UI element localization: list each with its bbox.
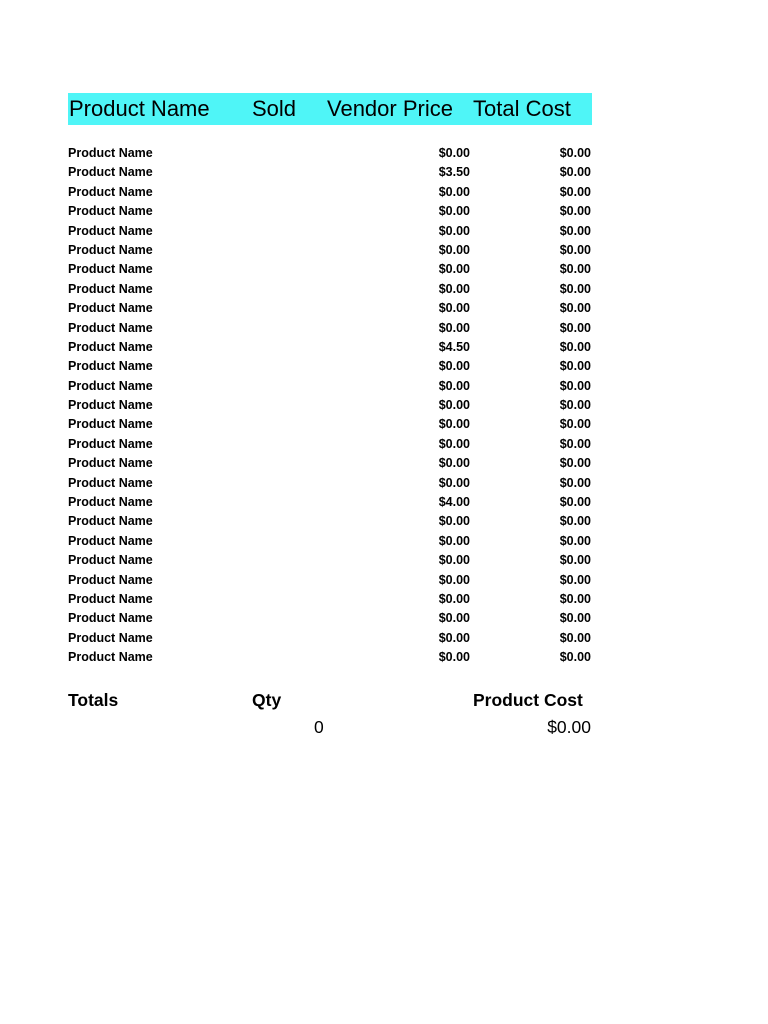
table-row <box>68 222 592 241</box>
total-cost-cell: $0.00 <box>559 320 591 335</box>
table-row <box>68 571 592 590</box>
table-row <box>68 280 592 299</box>
total-cost-cell: $0.00 <box>559 475 591 490</box>
total-cost-cell: $0.00 <box>559 146 591 160</box>
table-row <box>68 183 592 202</box>
vendor-price-cell: $0.00 <box>438 650 470 665</box>
vendor-price-cell: $4.50 <box>438 339 470 354</box>
product-name-cell: Product Name <box>68 630 153 645</box>
header-product-name: Product Name <box>69 96 210 121</box>
table-row <box>68 163 592 182</box>
total-cost-cell: $0.00 <box>559 281 591 296</box>
table-row <box>68 299 592 318</box>
table-row <box>68 396 592 415</box>
header-total-cost: Total Cost <box>473 96 571 121</box>
table-row <box>68 319 592 338</box>
product-name-cell: Product Name <box>68 436 153 451</box>
total-cost-cell: $0.00 <box>559 184 591 199</box>
product-name-cell: Product Name <box>68 553 153 568</box>
vendor-price-cell: $0.00 <box>438 591 470 606</box>
table-row <box>68 493 592 512</box>
table-row <box>68 357 592 376</box>
total-cost-cell: $0.00 <box>559 514 591 529</box>
vendor-price-cell: $0.00 <box>438 398 470 413</box>
table-row <box>68 338 592 357</box>
table-row <box>68 435 592 454</box>
product-name-cell: Product Name <box>68 242 153 257</box>
table-row <box>68 474 592 493</box>
total-cost-cell: $0.00 <box>559 456 591 471</box>
table-row <box>68 512 592 531</box>
total-cost-cell: $0.00 <box>559 398 591 413</box>
table-row <box>68 629 592 648</box>
vendor-price-cell: $0.00 <box>438 572 470 587</box>
vendor-price-cell: $0.00 <box>438 320 470 335</box>
product-name-cell: Product Name <box>68 533 153 548</box>
table-row <box>68 260 592 279</box>
vendor-price-cell: $0.00 <box>438 146 470 160</box>
table-row <box>68 241 592 260</box>
vendor-price-cell: $0.00 <box>438 378 470 393</box>
product-name-cell: Product Name <box>68 204 153 219</box>
total-cost-cell: $0.00 <box>559 262 591 277</box>
total-cost-cell: $0.00 <box>559 223 591 238</box>
header-row <box>68 93 592 125</box>
product-name-cell: Product Name <box>68 378 153 393</box>
product-name-cell: Product Name <box>68 165 153 180</box>
header-sold: Sold <box>252 96 297 121</box>
total-cost-cell: $0.00 <box>559 378 591 393</box>
table-row <box>68 648 592 667</box>
total-cost-cell: $0.00 <box>559 359 591 374</box>
vendor-price-cell: $0.00 <box>438 553 470 568</box>
product-name-cell: Product Name <box>68 339 153 354</box>
product-name-cell: Product Name <box>68 456 153 471</box>
product-name-cell: Product Name <box>68 591 153 606</box>
table-row <box>68 609 592 628</box>
total-cost-cell: $0.00 <box>559 339 591 354</box>
product-name-cell: Product Name <box>68 611 153 626</box>
table-row <box>68 454 592 473</box>
header-vendor-price: Vendor Price <box>327 96 453 121</box>
product-name-cell: Product Name <box>68 475 153 490</box>
product-name-cell: Product Name <box>68 650 153 665</box>
product-name-cell: Product Name <box>68 398 153 413</box>
table-row <box>68 415 592 434</box>
vendor-price-cell: $0.00 <box>438 475 470 490</box>
total-cost-cell: $0.00 <box>559 301 591 316</box>
vendor-price-cell: $0.00 <box>438 242 470 257</box>
table-row <box>68 202 592 221</box>
product-name-cell: Product Name <box>68 184 153 199</box>
product-table-body <box>68 144 592 668</box>
vendor-price-cell: $0.00 <box>438 611 470 626</box>
totals-label: Totals <box>68 690 119 710</box>
total-cost-cell: $0.00 <box>559 553 591 568</box>
product-name-cell: Product Name <box>68 359 153 374</box>
product-name-cell: Product Name <box>68 495 153 510</box>
product-name-cell: Product Name <box>68 262 153 277</box>
vendor-price-cell: $0.00 <box>438 281 470 296</box>
total-cost-cell: $0.00 <box>559 572 591 587</box>
totals-section <box>68 686 592 746</box>
vendor-price-cell: $0.00 <box>438 514 470 529</box>
vendor-price-cell: $0.00 <box>438 456 470 471</box>
vendor-price-cell: $4.00 <box>438 495 470 510</box>
product-name-cell: Product Name <box>68 281 153 296</box>
total-cost-cell: $0.00 <box>559 591 591 606</box>
product-name-cell: Product Name <box>68 223 153 238</box>
product-name-cell: Product Name <box>68 301 153 316</box>
vendor-price-cell: $0.00 <box>438 184 470 199</box>
product-name-cell: Product Name <box>68 572 153 587</box>
total-cost-cell: $0.00 <box>559 495 591 510</box>
totals-qty-label: Qty <box>252 690 282 710</box>
vendor-price-cell: $0.00 <box>438 417 470 432</box>
total-cost-cell: $0.00 <box>559 611 591 626</box>
vendor-price-cell: $0.00 <box>438 533 470 548</box>
total-cost-cell: $0.00 <box>559 630 591 645</box>
total-cost-cell: $0.00 <box>559 436 591 451</box>
vendor-price-cell: $0.00 <box>438 630 470 645</box>
product-name-cell: Product Name <box>68 320 153 335</box>
vendor-price-cell: $3.50 <box>438 165 470 180</box>
totals-product-cost-label: Product Cost <box>473 690 583 710</box>
total-cost-cell: $0.00 <box>559 165 591 180</box>
product-name-cell: Product Name <box>68 417 153 432</box>
totals-qty-value: 0 <box>314 717 324 737</box>
total-cost-cell: $0.00 <box>559 204 591 219</box>
table-row <box>68 590 592 609</box>
table-row <box>68 532 592 551</box>
total-cost-cell: $0.00 <box>559 650 591 665</box>
totals-product-cost-value: $0.00 <box>547 717 591 737</box>
vendor-price-cell: $0.00 <box>438 359 470 374</box>
table-row <box>68 377 592 396</box>
total-cost-cell: $0.00 <box>559 242 591 257</box>
vendor-price-cell: $0.00 <box>438 223 470 238</box>
vendor-price-cell: $0.00 <box>438 436 470 451</box>
vendor-price-cell: $0.00 <box>438 262 470 277</box>
product-name-cell: Product Name <box>68 146 153 160</box>
total-cost-cell: $0.00 <box>559 533 591 548</box>
vendor-price-cell: $0.00 <box>438 204 470 219</box>
table-row <box>68 551 592 570</box>
total-cost-cell: $0.00 <box>559 417 591 432</box>
product-name-cell: Product Name <box>68 514 153 529</box>
vendor-price-cell: $0.00 <box>438 301 470 316</box>
table-row <box>68 144 592 163</box>
